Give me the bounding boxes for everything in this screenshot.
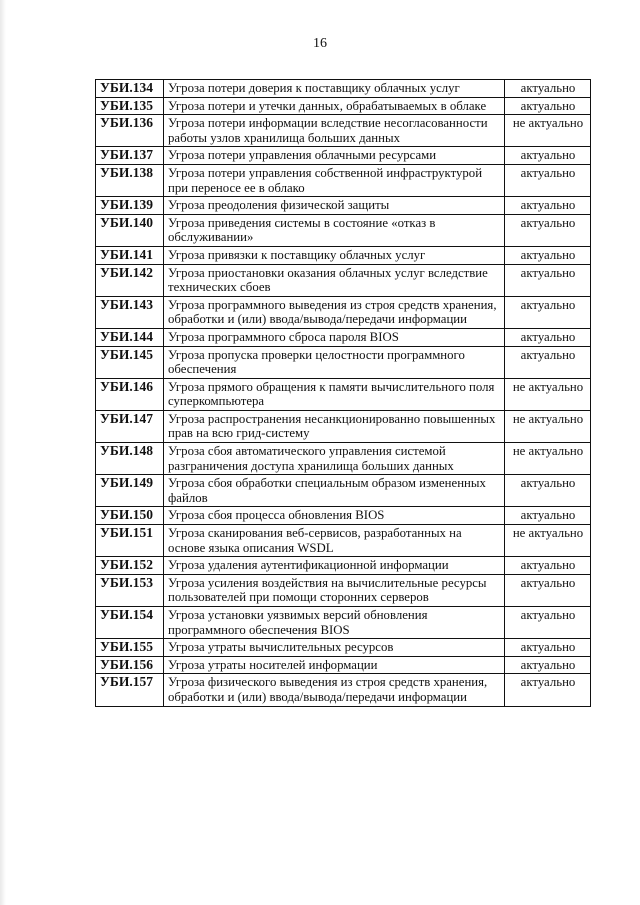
threat-id-cell: УБИ.150 xyxy=(96,507,164,525)
threat-status-cell: актуально xyxy=(505,639,591,657)
table-row xyxy=(96,296,591,328)
threat-id-cell: УБИ.148 xyxy=(96,443,164,475)
threat-name-cell: Угроза распространения несанкционированно повышенных прав на всю грид-систему xyxy=(164,410,505,442)
table-row xyxy=(96,507,591,525)
threats-table xyxy=(95,79,591,707)
threat-name-cell: Угроза приостановки оказания облачных услуг вследствие технических сбоев xyxy=(164,264,505,296)
table-row xyxy=(96,246,591,264)
threat-name-cell: Угроза физического выведения из строя средств хранения, обработки и (или) ввода/вывода/передачи информации xyxy=(164,674,505,706)
threat-name-cell: Угроза потери управления облачными ресурсами xyxy=(164,147,505,165)
threat-name-cell: Угроза потери доверия к поставщику облачных услуг xyxy=(164,80,505,98)
threat-name-cell: Угроза утраты вычислительных ресурсов xyxy=(164,639,505,657)
threat-id-cell: УБИ.142 xyxy=(96,264,164,296)
threats-table-body xyxy=(96,80,591,707)
threat-status-cell: актуально xyxy=(505,264,591,296)
threat-id-cell: УБИ.137 xyxy=(96,147,164,165)
threat-name-cell: Угроза усиления воздействия на вычислительные ресурсы пользователей при помощи сторонних серверов xyxy=(164,574,505,606)
table-row xyxy=(96,574,591,606)
threat-id-cell: УБИ.149 xyxy=(96,475,164,507)
threat-id-cell: УБИ.136 xyxy=(96,115,164,147)
threat-name-cell: Угроза привязки к поставщику облачных услуг xyxy=(164,246,505,264)
threat-id-cell: УБИ.138 xyxy=(96,164,164,196)
threat-status-cell: актуально xyxy=(505,475,591,507)
threat-name-cell: Угроза утраты носителей информации xyxy=(164,656,505,674)
table-row xyxy=(96,525,591,557)
threat-name-cell: Угроза сбоя процесса обновления BIOS xyxy=(164,507,505,525)
threat-name-cell: Угроза потери и утечки данных, обрабатываемых в облаке xyxy=(164,97,505,115)
threat-status-cell: не актуально xyxy=(505,115,591,147)
threat-status-cell: актуально xyxy=(505,607,591,639)
threat-id-cell: УБИ.156 xyxy=(96,656,164,674)
threat-status-cell: актуально xyxy=(505,346,591,378)
threat-id-cell: УБИ.147 xyxy=(96,410,164,442)
table-row xyxy=(96,214,591,246)
threat-name-cell: Угроза прямого обращения к памяти вычислительного поля суперкомпьютера xyxy=(164,378,505,410)
threat-id-cell: УБИ.139 xyxy=(96,197,164,215)
threat-status-cell: актуально xyxy=(505,97,591,115)
table-row xyxy=(96,80,591,98)
threat-name-cell: Угроза сканирования веб-сервисов, разработанных на основе языка описания WSDL xyxy=(164,525,505,557)
threat-status-cell: не актуально xyxy=(505,443,591,475)
table-row xyxy=(96,328,591,346)
table-row xyxy=(96,557,591,575)
table-row xyxy=(96,346,591,378)
table-row xyxy=(96,197,591,215)
table-row xyxy=(96,164,591,196)
threat-id-cell: УБИ.140 xyxy=(96,214,164,246)
threat-name-cell: Угроза потери управления собственной инфраструктурой при переносе ее в облако xyxy=(164,164,505,196)
threat-id-cell: УБИ.157 xyxy=(96,674,164,706)
threat-status-cell: актуально xyxy=(505,656,591,674)
threat-id-cell: УБИ.151 xyxy=(96,525,164,557)
table-row xyxy=(96,475,591,507)
threat-status-cell: актуально xyxy=(505,328,591,346)
table-row xyxy=(96,674,591,706)
table-row xyxy=(96,639,591,657)
page-number: 16 xyxy=(313,36,327,51)
threat-id-cell: УБИ.152 xyxy=(96,557,164,575)
threat-name-cell: Угроза программного выведения из строя средств хранения, обработки и (или) ввода/вывода/передачи информации xyxy=(164,296,505,328)
threat-status-cell: актуально xyxy=(505,246,591,264)
threat-status-cell: актуально xyxy=(505,557,591,575)
threat-status-cell: актуально xyxy=(505,147,591,165)
table-row xyxy=(96,97,591,115)
threat-name-cell: Угроза потери информации вследствие несогласованности работы узлов хранилища больших данных xyxy=(164,115,505,147)
table-row xyxy=(96,443,591,475)
threat-id-cell: УБИ.135 xyxy=(96,97,164,115)
threat-id-cell: УБИ.144 xyxy=(96,328,164,346)
threat-status-cell: актуально xyxy=(505,164,591,196)
threat-name-cell: Угроза сбоя автоматического управления системой разграничения доступа хранилища больших данных xyxy=(164,443,505,475)
table-row xyxy=(96,607,591,639)
threat-status-cell: актуально xyxy=(505,574,591,606)
page-edge-shadow xyxy=(0,0,6,905)
threat-status-cell: не актуально xyxy=(505,525,591,557)
threat-name-cell: Угроза удаления аутентификационной информации xyxy=(164,557,505,575)
threat-id-cell: УБИ.154 xyxy=(96,607,164,639)
threat-status-cell: не актуально xyxy=(505,378,591,410)
threat-status-cell: актуально xyxy=(505,197,591,215)
table-row xyxy=(96,264,591,296)
threat-id-cell: УБИ.146 xyxy=(96,378,164,410)
threat-status-cell: актуально xyxy=(505,674,591,706)
threat-name-cell: Угроза установки уязвимых версий обновления программного обеспечения BIOS xyxy=(164,607,505,639)
threat-id-cell: УБИ.145 xyxy=(96,346,164,378)
threat-name-cell: Угроза приведения системы в состояние «отказ в обслуживании» xyxy=(164,214,505,246)
threat-name-cell: Угроза сбоя обработки специальным образом измененных файлов xyxy=(164,475,505,507)
threat-id-cell: УБИ.143 xyxy=(96,296,164,328)
table-row xyxy=(96,656,591,674)
threat-name-cell: Угроза пропуска проверки целостности программного обеспечения xyxy=(164,346,505,378)
table-row xyxy=(96,115,591,147)
table-row xyxy=(96,147,591,165)
threat-name-cell: Угроза программного сброса пароля BIOS xyxy=(164,328,505,346)
table-row xyxy=(96,410,591,442)
threat-id-cell: УБИ.155 xyxy=(96,639,164,657)
threat-status-cell: актуально xyxy=(505,214,591,246)
threat-name-cell: Угроза преодоления физической защиты xyxy=(164,197,505,215)
threat-status-cell: актуально xyxy=(505,507,591,525)
threat-status-cell: актуально xyxy=(505,296,591,328)
threat-id-cell: УБИ.141 xyxy=(96,246,164,264)
threat-id-cell: УБИ.153 xyxy=(96,574,164,606)
table-row xyxy=(96,378,591,410)
threat-status-cell: актуально xyxy=(505,80,591,98)
threat-status-cell: не актуально xyxy=(505,410,591,442)
threat-id-cell: УБИ.134 xyxy=(96,80,164,98)
